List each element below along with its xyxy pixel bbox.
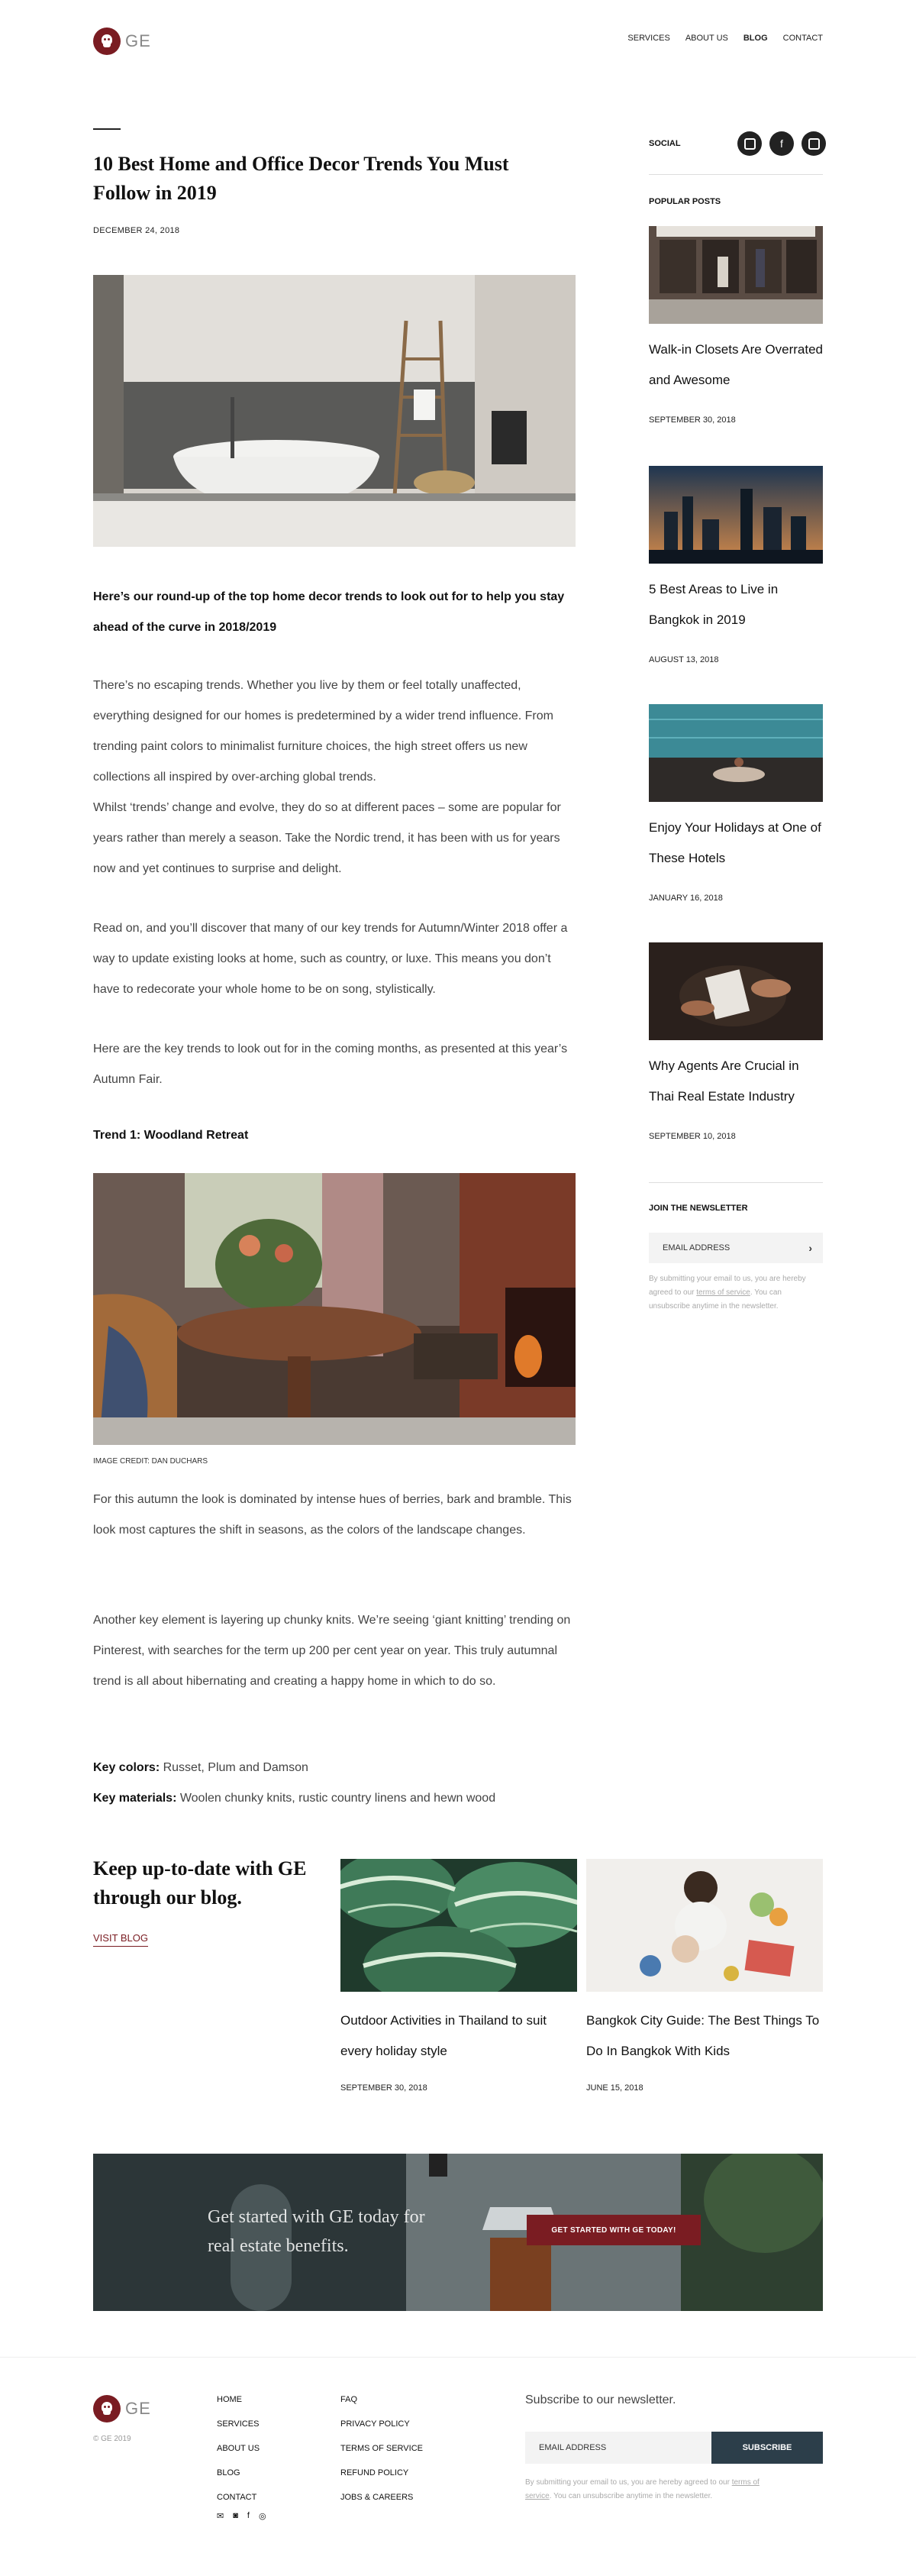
footer-link-jobs-careers[interactable]: JOBS & CAREERS <box>340 2493 414 2502</box>
sidebar-note-text-end: . You can unsubscribe anytime in the newsletter. <box>649 1288 782 1311</box>
popular-post-image-3[interactable] <box>649 704 823 802</box>
promo-card-date-1: SEPTEMBER 30, 2018 <box>340 2083 427 2093</box>
key-materials-value: Woolen chunky knits, rustic country linens and hewn wood <box>179 1792 496 1805</box>
footer-link-blog[interactable]: BLOG <box>217 2468 240 2477</box>
footer-copyright: © GE 2019 <box>93 2435 131 2443</box>
footer-link-refund-policy[interactable]: REFUND POLICY <box>340 2468 409 2477</box>
skull-logo-icon <box>93 27 121 55</box>
footer-link-services[interactable]: SERVICES <box>217 2419 260 2429</box>
bangkok-kids-image[interactable] <box>586 1859 823 1992</box>
popular-post-image-2[interactable] <box>649 466 823 564</box>
popular-post-title-2[interactable]: 5 Best Areas to Live in Bangkok in 2019 <box>649 582 779 627</box>
social-label: SOCIAL <box>649 139 681 148</box>
popular-post-date-4: SEPTEMBER 10, 2018 <box>649 1132 736 1141</box>
main-nav <box>627 34 823 43</box>
skull-logo-icon <box>93 2395 121 2422</box>
sidebar-newsletter-note <box>649 1272 823 1314</box>
footer-email-placeholder: EMAIL ADDRESS <box>539 2443 607 2452</box>
trend-paragraph-2: Another key element is layering up chunky knits. We’re seeing ‘giant knitting’ trending on Pinterest, with searches for the term up 200 per cent year on year. This truly autumnal trend is all about hibernating and creating a happy home in which to do so. <box>93 1614 571 1688</box>
footer-link-privacy-policy[interactable]: PRIVACY POLICY <box>340 2419 410 2429</box>
nav-contact[interactable]: CONTACT <box>782 34 823 43</box>
visit-blog-link[interactable]: VISIT BLOG <box>93 1932 148 1947</box>
popular-post-date-3: JANUARY 16, 2018 <box>649 894 723 903</box>
sidebar-email-placeholder: EMAIL ADDRESS <box>663 1243 731 1252</box>
get-started-button[interactable]: GET STARTED WITH GE TODAY! <box>527 2215 701 2245</box>
footer-note-text: By submitting your email to us, you are hereby agreed to our <box>525 2478 732 2487</box>
outdoor-activities-image[interactable] <box>340 1859 577 1992</box>
footer-logo[interactable] <box>93 2395 151 2422</box>
article-paragraph-2: Whilst ‘trends’ change and evolve, they do so at different paces – some are popular for years rather than merely a season. Take the Nordic trend, it has been with us for years now and yet continues to surprise and delight. <box>93 801 561 875</box>
popular-post-title-1[interactable]: Walk-in Closets Are Overrated and Awesome <box>649 342 823 387</box>
footer-link-terms-of-service[interactable]: TERMS OF SERVICE <box>340 2444 423 2453</box>
popular-post-title-3[interactable]: Enjoy Your Holidays at One of These Hotels <box>649 820 821 865</box>
nav-blog[interactable]: BLOG <box>743 34 768 43</box>
footer-link-about-us[interactable]: ABOUT US <box>217 2444 260 2453</box>
facebook-icon[interactable]: f <box>769 131 794 156</box>
article-paragraph-1: There’s no escaping trends. Whether you live by them or feel totally unaffected, everything designed for our homes is predetermined by a wider trend influence. From trending paint colors to minimalist furniture choices, the high street offers us new collections all inspired by over-arching global trends. <box>93 679 553 784</box>
social-icons <box>737 131 826 156</box>
sidebar-terms-link[interactable]: terms of service <box>696 1288 750 1297</box>
key-colors-value: Russet, Plum and Damson <box>163 1761 308 1774</box>
promo-card-date-2: JUNE 15, 2018 <box>586 2083 643 2093</box>
trend-heading: Trend 1: Woodland Retreat <box>93 1129 249 1142</box>
newsletter-divider <box>649 1182 823 1183</box>
email-icon[interactable]: ✉ <box>217 2512 224 2521</box>
footer-terms-link[interactable]: terms of service <box>525 2478 760 2500</box>
instagram-icon[interactable] <box>802 131 826 156</box>
nav-about-us[interactable]: ABOUT US <box>685 34 728 43</box>
sidebar-email-input[interactable] <box>649 1233 823 1263</box>
footer-link-faq[interactable]: FAQ <box>340 2395 358 2404</box>
subscribe-button[interactable]: SUBSCRIBE <box>711 2432 823 2464</box>
promo-title: Keep up-to-date with GE through our blog. <box>93 1857 307 1909</box>
promo-card-title-1[interactable]: Outdoor Activities in Thailand to suit every holiday style <box>340 2013 547 2058</box>
footer-links-col-1 <box>217 2395 260 2517</box>
bathroom-image <box>93 275 576 547</box>
article-date: DECEMBER 24, 2018 <box>93 226 180 235</box>
title-accent-rule <box>93 128 121 130</box>
instagram-square-icon[interactable] <box>737 131 762 156</box>
popular-posts-label: POPULAR POSTS <box>649 197 721 206</box>
nav-services[interactable]: SERVICES <box>627 34 670 43</box>
footer-links-col-2 <box>340 2395 423 2517</box>
site-header <box>93 27 823 61</box>
footer-subscribe-title: Subscribe to our newsletter. <box>525 2393 676 2406</box>
popular-post-date-1: SEPTEMBER 30, 2018 <box>649 415 736 425</box>
article-title: 10 Best Home and Office Decor Trends You Must Follow in 2019 <box>93 153 509 204</box>
sidebar-note-text: By submitting your email to us, you are hereby agreed to our <box>649 1275 806 1297</box>
key-colors <box>93 1761 308 1775</box>
popular-post-image-4[interactable] <box>649 942 823 1040</box>
footer-email-input[interactable] <box>525 2432 711 2464</box>
image-credit: IMAGE CREDIT: DAN DUCHARS <box>93 1457 208 1466</box>
chevron-right-icon[interactable]: › <box>808 1242 812 1254</box>
promo-card-title-2[interactable]: Bangkok City Guide: The Best Things To Do In Bangkok With Kids <box>586 2013 820 2058</box>
logo-text: GE <box>125 31 151 50</box>
key-materials-label: Key materials: <box>93 1792 177 1805</box>
footer-logo-text: GE <box>125 2399 151 2418</box>
article-paragraph-3: Read on, and you’ll discover that many of our key trends for Autumn/Winter 2018 offer a way to update existing looks at home, such as country, or luxe. This means you don’t have to redecorate your whole home to be on song, stylistically. <box>93 922 568 996</box>
footer-note-text-end: . You can unsubscribe anytime in the newsletter. <box>549 2492 713 2500</box>
key-materials <box>93 1792 495 1805</box>
popular-post-image-1[interactable] <box>649 226 823 324</box>
article-paragraph-4: Here are the key trends to look out for in the coming months, as presented at this year’s Autumn Fair. <box>93 1042 568 1086</box>
footer-divider <box>0 2357 916 2358</box>
instagram-square-icon[interactable]: ◙ <box>233 2511 238 2520</box>
key-colors-label: Key colors: <box>93 1761 160 1774</box>
trend-paragraph-1: For this autumn the look is dominated by intense hues of berries, bark and bramble. This look most captures the shift in seasons, as the colors of the landscape changes. <box>93 1493 572 1537</box>
site-logo[interactable] <box>93 27 151 55</box>
footer-newsletter-note <box>525 2476 769 2503</box>
sidebar-divider <box>649 174 823 175</box>
newsletter-label: JOIN THE NEWSLETTER <box>649 1204 748 1213</box>
popular-post-title-4[interactable]: Why Agents Are Crucial in Thai Real Estate Industry <box>649 1059 799 1104</box>
article-lead: Here’s our round-up of the top home decor trends to look out for to help you stay ahead of the curve in 2018/2019 <box>93 590 565 634</box>
cta-banner <box>93 2154 823 2311</box>
footer-link-contact[interactable]: CONTACT <box>217 2493 257 2502</box>
footer-social-icons <box>217 2511 266 2521</box>
woodland-retreat-image <box>93 1173 576 1445</box>
instagram-icon[interactable]: ◎ <box>258 2512 266 2521</box>
footer-link-home[interactable]: HOME <box>217 2395 242 2404</box>
cta-text: Get started with GE today for real estate benefits. <box>208 2207 425 2256</box>
facebook-icon[interactable]: f <box>247 2511 250 2520</box>
popular-post-date-2: AUGUST 13, 2018 <box>649 655 719 664</box>
